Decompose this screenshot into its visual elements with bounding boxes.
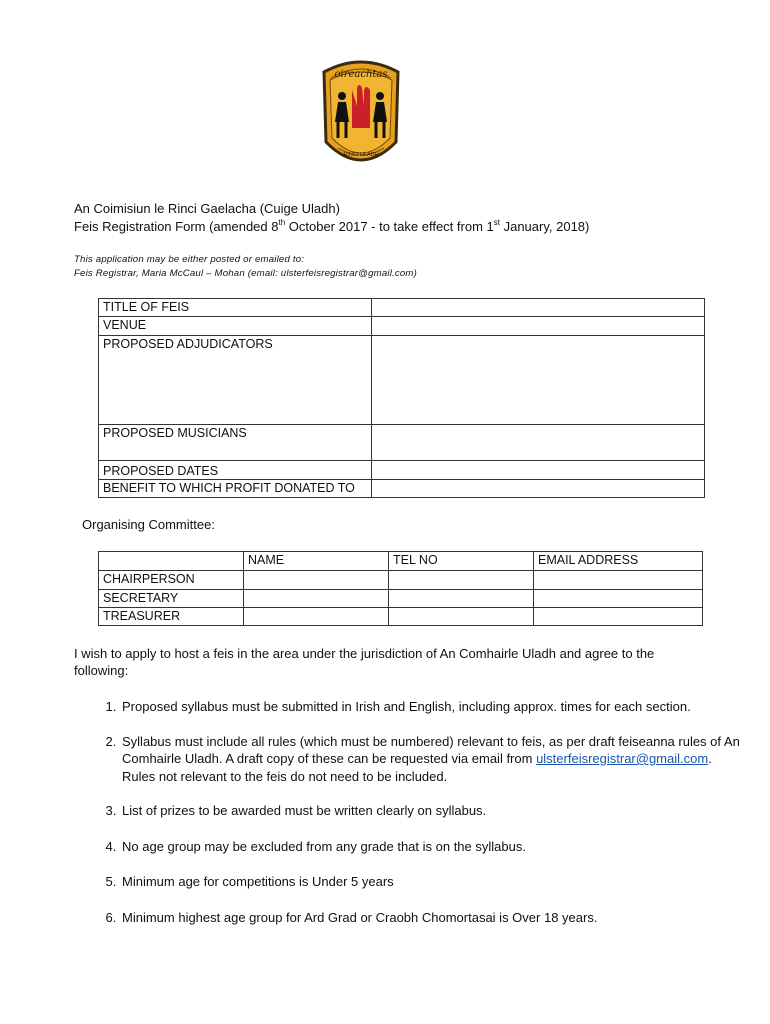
header-tel: TEL NO (389, 552, 534, 571)
treasurer-tel-field[interactable] (389, 608, 534, 626)
input-dates[interactable] (372, 461, 705, 480)
label-adjudicators: PROPOSED ADJUDICATORS (99, 336, 372, 425)
submission-note: This application may be either posted or emailed to: Feis Registrar, Maria McCaul – Mohan (email: ulsterfeisregistrar@gmail.com) (74, 254, 418, 279)
secretary-name-field[interactable] (244, 590, 389, 608)
label-dates: PROPOSED DATES (99, 461, 372, 480)
chair-tel-field[interactable] (389, 571, 534, 590)
treasurer-email-field[interactable] (534, 608, 703, 626)
secretary-tel-field[interactable] (389, 590, 534, 608)
row-secretary: SECRETARY (99, 590, 244, 608)
header-blank (99, 552, 244, 571)
registrar-email-link[interactable]: ulsterfeisregistrar@gmail.com (536, 751, 709, 766)
label-title: TITLE OF FEIS (99, 299, 372, 317)
list-item: 3. List of prizes to be awarded must be written clearly on syllabus. (120, 802, 745, 820)
label-musicians: PROPOSED MUSICIANS (99, 425, 372, 461)
heading-line1: An Coimisiun le Rinci Gaelacha (Cuige Uladh) (74, 201, 340, 216)
oireachtas-logo (316, 50, 406, 180)
treasurer-name-field[interactable] (244, 608, 389, 626)
chair-name-field[interactable] (244, 571, 389, 590)
row-chairperson: CHAIRPERSON (99, 571, 244, 590)
feis-details-table (98, 298, 705, 498)
header-name: NAME (244, 552, 389, 571)
form-heading (74, 200, 589, 236)
label-benefit: BENEFIT TO WHICH PROFIT DONATED TO (99, 480, 372, 498)
input-musicians[interactable] (372, 425, 705, 461)
header-email: EMAIL ADDRESS (534, 552, 703, 571)
intro-paragraph: I wish to apply to host a feis in the area under the jurisdiction of An Comhairle Uladh and agree to the following: (74, 646, 655, 678)
secretary-email-field[interactable] (534, 590, 703, 608)
chair-email-field[interactable] (534, 571, 703, 590)
committee-table (98, 551, 703, 626)
conditions-list (74, 698, 745, 926)
logo-top-text: oireachtas (334, 69, 388, 80)
list-item: 5. Minimum age for competitions is Under 5 years (120, 873, 745, 891)
list-item: 2. Syllabus must include all rules (which must be numbered) relevant to feis, as per draft feiseanna rules of An Comhairle Uladh. A draft copy of these can be requested via email from ulsterfeisregistrar@gmail.com. Rules not relevant to the feis do not need to be included. (120, 733, 745, 786)
row-treasurer: TREASURER (99, 608, 244, 626)
committee-label: Organising Committee: (82, 517, 215, 532)
heading-line2: Feis Registration Form (amended 8th October 2017 - to take effect from 1st January, 2018) (74, 218, 590, 234)
list-item: 4. No age group may be excluded from any grade that is on the syllabus. (120, 838, 745, 856)
list-item: 1. Proposed syllabus must be submitted in Irish and English, including approx. times for each section. (120, 698, 745, 716)
input-benefit[interactable] (372, 480, 705, 498)
logo-bottom-text: RINCI ULADH (343, 152, 379, 158)
label-venue: VENUE (99, 317, 372, 336)
list-item: 6. Minimum highest age group for Ard Grad or Craobh Chomortasai is Over 18 years. (120, 909, 745, 927)
input-title[interactable] (372, 299, 705, 317)
input-adjudicators[interactable] (372, 336, 705, 425)
input-venue[interactable] (372, 317, 705, 336)
